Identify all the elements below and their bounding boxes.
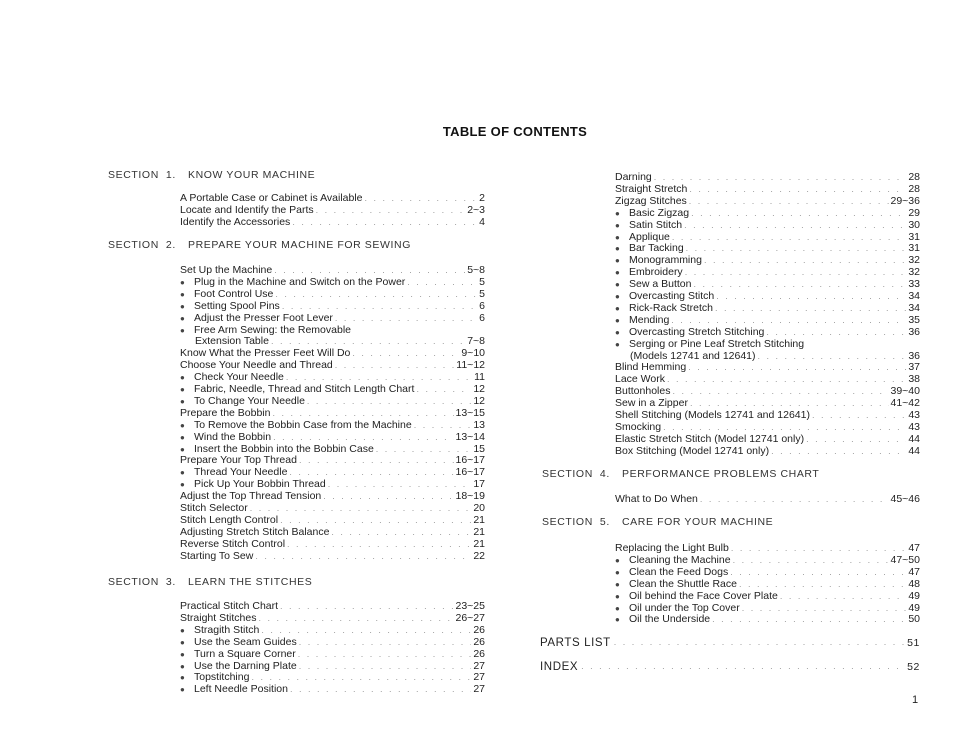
toc-entry-label: Straight Stitches xyxy=(180,611,257,624)
toc-entry-label: Adjusting Stretch Stitch Balance xyxy=(180,525,330,538)
toc-entry-page: 12 xyxy=(473,394,485,407)
leader-dots xyxy=(758,350,907,362)
toc-entry-label: Use the Darning Plate xyxy=(194,659,297,672)
toc-entry-page: 26 xyxy=(473,635,485,648)
toc-entry-page: 13 xyxy=(473,418,485,431)
toc-entry-page: 5 xyxy=(479,287,485,300)
toc-entry[interactable] xyxy=(180,454,485,466)
toc-entry-label: Oil the Underside xyxy=(629,613,711,626)
section-number: SECTION 3. xyxy=(108,576,176,588)
toc-entry[interactable] xyxy=(180,490,485,502)
bullet-icon: ● xyxy=(180,625,185,635)
bullet-icon: ● xyxy=(180,649,185,659)
leader-dots xyxy=(331,526,471,538)
toc-major-entry-page: 52 xyxy=(907,661,920,673)
leader-dots xyxy=(316,204,466,216)
toc-entry-label: Fabric, Needle, Thread and Stitch Length Chart xyxy=(194,383,415,395)
leader-dots xyxy=(731,542,906,554)
toc-entry[interactable] xyxy=(630,350,920,362)
toc-entry-label: Free Arm Sewing: the Removable xyxy=(194,323,351,336)
leader-dots xyxy=(806,433,906,445)
toc-entry-label: Oil under the Top Cover xyxy=(629,601,740,614)
toc-entry-page: 33 xyxy=(908,278,920,291)
bullet-icon: ● xyxy=(615,220,620,230)
leader-dots xyxy=(663,421,906,433)
toc-entry-page: 49 xyxy=(908,589,920,602)
leader-dots xyxy=(280,514,471,526)
toc-entry-label: Identify the Accessories xyxy=(180,216,291,228)
toc-entry[interactable] xyxy=(615,361,920,373)
toc-entry-page: 26~27 xyxy=(455,611,485,624)
toc-major-entry[interactable] xyxy=(540,637,920,649)
toc-entry[interactable] xyxy=(180,538,485,550)
bullet-icon: ● xyxy=(180,325,185,335)
toc-entry-page: 30 xyxy=(908,218,920,231)
toc-entry-label: Plug in the Machine and Switch on the Power xyxy=(194,275,406,288)
toc-entry-page: 31 xyxy=(908,230,920,243)
toc-entry-label: Check Your Needle xyxy=(194,371,284,384)
bullet-icon: ● xyxy=(615,315,620,325)
toc-entry[interactable] xyxy=(615,171,920,183)
bullet-icon: ● xyxy=(615,256,620,266)
toc-entry-label: A Portable Case or Cabinet is Available xyxy=(180,192,363,204)
toc-entry-label: Shell Stitching (Models 12741 and 12641) xyxy=(615,409,810,421)
toc-major-entry[interactable] xyxy=(540,661,920,673)
bullet-icon: ● xyxy=(615,603,620,613)
leader-dots xyxy=(365,192,478,204)
toc-entry-page: 34 xyxy=(908,290,920,302)
toc-entry-label: Adjust the Top Thread Tension xyxy=(180,490,322,503)
toc-entry-page: 27 xyxy=(473,671,485,684)
bullet-icon: ● xyxy=(180,373,185,383)
toc-entry-page: 26 xyxy=(473,647,485,660)
toc-entry[interactable] xyxy=(180,550,485,562)
toc-entry[interactable] xyxy=(180,347,485,359)
toc-entry-page: 5 xyxy=(479,275,485,288)
bullet-icon: ● xyxy=(615,555,620,565)
toc-entry[interactable] xyxy=(615,613,920,626)
bullet-icon: ● xyxy=(615,579,620,589)
bullet-icon: ● xyxy=(180,385,185,394)
toc-entry-label: Buttonholes xyxy=(615,385,671,398)
toc-major-entry-label: INDEX xyxy=(540,661,579,673)
leader-dots xyxy=(654,171,907,183)
toc-entry[interactable] xyxy=(615,421,920,433)
toc-entry-label: Choose Your Needle and Thread xyxy=(180,359,333,372)
toc-entry-label: Left Needle Position xyxy=(194,683,288,696)
leader-dots xyxy=(667,373,906,385)
toc-entry-label: To Remove the Bobbin Case from the Machine xyxy=(194,418,412,431)
bullet-icon: ● xyxy=(180,685,185,695)
toc-entry[interactable] xyxy=(615,433,920,445)
toc-entry-page: 27 xyxy=(473,659,485,672)
toc-entry[interactable] xyxy=(615,397,920,409)
toc-entry-page: 37 xyxy=(908,361,920,374)
toc-entry-label: Set Up the Machine xyxy=(180,264,273,276)
bullet-icon: ● xyxy=(615,567,620,577)
toc-entry-label: Starting To Sew xyxy=(180,549,254,562)
leader-dots xyxy=(250,502,472,514)
toc-entry-label: Monogramming xyxy=(629,254,702,267)
toc-entry-page: 9~10 xyxy=(461,347,485,360)
toc-entry[interactable] xyxy=(180,514,485,526)
toc-entry-page: 32 xyxy=(908,266,920,279)
toc-entry-page: 11~12 xyxy=(456,359,485,372)
leader-dots xyxy=(299,454,454,466)
toc-entry-label: Sew in a Zipper xyxy=(615,397,688,410)
toc-entry-page: 5~8 xyxy=(467,264,485,276)
toc-entry[interactable] xyxy=(180,407,485,419)
toc-entry-label: Overcasting Stitch xyxy=(629,290,715,302)
toc-entry-label: (Models 12741 and 12641) xyxy=(630,349,756,362)
section-title: LEARN THE STITCHES xyxy=(188,576,313,588)
leader-dots xyxy=(688,361,906,373)
toc-entry[interactable] xyxy=(615,493,920,505)
leader-dots xyxy=(271,335,465,347)
leader-dots xyxy=(255,550,471,562)
bullet-icon: ● xyxy=(615,615,620,625)
toc-entry-label: Insert the Bobbin into the Bobbin Case xyxy=(194,442,374,455)
toc-entry-label: Practical Stitch Chart xyxy=(180,600,279,612)
section-number: SECTION 5. xyxy=(542,516,610,528)
bullet-icon: ● xyxy=(180,673,185,683)
toc-entry-page: 6 xyxy=(479,311,485,324)
toc-entry[interactable] xyxy=(615,195,920,207)
toc-entry[interactable] xyxy=(180,204,485,216)
toc-entry-page: 27 xyxy=(473,683,485,696)
toc-entry[interactable] xyxy=(180,502,485,514)
toc-entry-page: 35 xyxy=(908,313,920,326)
section-heading xyxy=(108,169,315,181)
toc-entry-label: Zigzag Stitches xyxy=(615,194,687,207)
toc-entry-page: 47~50 xyxy=(890,553,920,566)
bullet-icon: ● xyxy=(180,432,185,442)
bullet-icon: ● xyxy=(615,268,620,278)
toc-entry-label: Oil behind the Face Cover Plate xyxy=(629,589,778,602)
toc-entry-page: 2 xyxy=(479,192,485,204)
toc-entry-label: Bar Tacking xyxy=(629,242,684,255)
toc-entry-label: Prepare Your Top Thread xyxy=(180,454,297,467)
toc-entry-label: Lace Work xyxy=(615,373,665,386)
toc-entry-page: 11 xyxy=(474,371,485,384)
toc-entry-label: Satin Stitch xyxy=(629,218,683,231)
toc-entry-label: Replacing the Light Bulb xyxy=(615,542,729,554)
toc-entry-label: Basic Zigzag xyxy=(629,206,690,219)
toc-entry-page: 18~19 xyxy=(455,490,485,503)
toc-entry-page: 36 xyxy=(908,325,920,338)
toc-entry-label: Rick-Rack Stretch xyxy=(629,301,714,314)
toc-entry[interactable] xyxy=(615,445,920,457)
bullet-icon: ● xyxy=(180,637,185,647)
bullet-icon: ● xyxy=(180,444,185,454)
toc-entry-label: Know What the Presser Feet Will Do xyxy=(180,347,351,360)
leader-dots xyxy=(280,600,453,612)
toc-entry-page: 4 xyxy=(479,216,485,228)
leader-dots xyxy=(690,397,889,409)
bullet-icon: ● xyxy=(180,313,185,323)
toc-entry[interactable] xyxy=(615,409,920,421)
leader-dots xyxy=(272,407,453,419)
toc-entry[interactable] xyxy=(180,264,485,276)
toc-entry-label: Serging or Pine Leaf Stretch Stitching xyxy=(629,337,805,350)
leader-dots xyxy=(712,613,906,626)
toc-entry-page: 34 xyxy=(908,301,920,314)
bullet-icon: ● xyxy=(180,289,185,299)
toc-entry-label: Overcasting Stretch Stitching xyxy=(629,325,765,338)
toc-entry-label: Thread Your Needle xyxy=(194,466,288,479)
toc-entry[interactable] xyxy=(180,612,485,624)
toc-entry-page: 38 xyxy=(908,373,920,386)
toc-entry-label: Pick Up Your Bobbin Thread xyxy=(194,478,326,491)
toc-entry-page: 28 xyxy=(908,171,920,183)
toc-entry-page: 43 xyxy=(908,420,920,433)
toc-entry-page: 20 xyxy=(473,502,485,514)
toc-entry-label: Locate and Identify the Parts xyxy=(180,204,314,216)
toc-entry-label: Reverse Stitch Control xyxy=(180,537,286,550)
bullet-icon: ● xyxy=(615,232,620,242)
toc-major-entry-page: 51 xyxy=(907,637,920,649)
section-title: PREPARE YOUR MACHINE FOR SEWING xyxy=(188,239,411,251)
leader-dots xyxy=(672,385,888,397)
toc-entry-page: 21 xyxy=(473,525,485,538)
toc-entry[interactable] xyxy=(180,600,485,612)
leader-dots xyxy=(700,493,889,505)
toc-entry-label: Stitch Selector xyxy=(180,502,248,514)
toc-entry-page: 39~40 xyxy=(890,385,920,398)
toc-entry[interactable] xyxy=(180,359,485,371)
toc-entry-label: Box Stitching (Model 12741 only) xyxy=(615,444,770,457)
toc-entry-page: 47 xyxy=(908,565,920,578)
toc-entry-page: 28 xyxy=(908,182,920,195)
leader-dots xyxy=(274,264,465,276)
toc-entry-label: Clean the Feed Dogs xyxy=(629,565,729,578)
leader-dots xyxy=(292,216,477,228)
toc-entry-label: Clean the Shuttle Race xyxy=(629,577,737,590)
toc-entry-page: 23~25 xyxy=(455,600,485,612)
toc-entry-page: 16~17 xyxy=(455,454,485,467)
toc-entry-page: 21 xyxy=(473,537,485,550)
toc-entry-page: 48 xyxy=(908,577,920,590)
bullet-icon: ● xyxy=(615,327,620,337)
toc-entry-page: 13~14 xyxy=(455,430,485,443)
leader-dots xyxy=(812,409,906,421)
toc-entry-page: 15 xyxy=(473,442,485,455)
bullet-icon: ● xyxy=(615,208,620,218)
toc-entry-page: 7~8 xyxy=(467,335,485,348)
toc-entry-page: 43 xyxy=(908,409,920,421)
leader-dots xyxy=(614,637,904,649)
toc-entry-page: 6 xyxy=(479,299,485,312)
toc-entry-label: Smocking xyxy=(615,420,662,433)
toc-entry-label: Stitch Length Control xyxy=(180,513,279,526)
toc-entry-label: Extension Table xyxy=(195,335,269,348)
section-number: SECTION 2. xyxy=(108,239,176,251)
section-title: CARE FOR YOUR MACHINE xyxy=(622,516,774,528)
toc-entry[interactable] xyxy=(615,373,920,385)
toc-entry-page: 2~3 xyxy=(467,204,485,216)
leader-dots xyxy=(323,490,453,502)
leader-dots xyxy=(258,612,453,624)
section-heading xyxy=(542,516,773,528)
leader-dots xyxy=(335,359,455,371)
toc-entry-page: 26 xyxy=(473,623,485,636)
toc-entry-label: Elastic Stretch Stitch (Model 12741 only) xyxy=(615,432,805,445)
toc-entry-label: Cleaning the Machine xyxy=(629,553,731,566)
toc-entry-label: Stragith Stitch xyxy=(194,623,260,636)
bullet-icon: ● xyxy=(180,396,185,406)
toc-entry[interactable] xyxy=(180,683,485,696)
toc-entry-page: 29~36 xyxy=(890,194,920,207)
toc-entry-page: 22 xyxy=(473,549,485,562)
section-heading xyxy=(108,239,411,251)
toc-entry-page: 44 xyxy=(908,432,920,445)
toc-entry-label: Straight Stretch xyxy=(615,182,688,195)
toc-entry-page: 13~15 xyxy=(455,406,485,419)
toc-entry-label: What to Do When xyxy=(615,493,698,505)
bullet-icon: ● xyxy=(180,468,185,478)
section-heading xyxy=(108,576,312,588)
leader-dots xyxy=(771,445,906,457)
toc-entry-page: 17 xyxy=(473,478,485,491)
toc-entry-page: 50 xyxy=(908,613,920,626)
toc-entry-page: 31 xyxy=(908,242,920,255)
toc-entry-label: Turn a Square Corner xyxy=(194,647,296,660)
toc-entry-page: 32 xyxy=(908,254,920,267)
bullet-icon: ● xyxy=(180,661,185,671)
toc-entry-label: Embroidery xyxy=(629,266,683,279)
toc-entry-page: 47 xyxy=(908,542,920,554)
toc-entry-page: 36 xyxy=(908,349,920,362)
toc-entry-page: 44 xyxy=(908,444,920,457)
page-title: TABLE OF CONTENTS xyxy=(442,124,588,139)
toc-entry-label: Prepare the Bobbin xyxy=(180,406,271,419)
toc-entry-label: Topstitching xyxy=(194,671,250,684)
toc-entry-label: Applique xyxy=(629,230,670,243)
toc-entry-label: Darning xyxy=(615,171,652,183)
toc-entry[interactable] xyxy=(180,192,485,204)
section-title: KNOW YOUR MACHINE xyxy=(188,169,316,181)
bullet-icon: ● xyxy=(180,480,185,490)
toc-entry-label: Blind Hemming xyxy=(615,361,687,374)
section-number: SECTION 4. xyxy=(542,468,610,480)
toc-entry-page: 49 xyxy=(908,601,920,614)
toc-entry-label: Adjust the Presser Foot Lever xyxy=(194,311,333,324)
toc-entry-page: 16~17 xyxy=(455,466,485,479)
toc-entry[interactable] xyxy=(180,216,485,228)
bullet-icon: ● xyxy=(180,301,185,311)
toc-entry-label: Wind the Bobbin xyxy=(194,430,272,443)
bullet-icon: ● xyxy=(615,591,620,601)
toc-entry-page: 45~46 xyxy=(890,493,920,505)
bullet-icon: ● xyxy=(180,277,185,287)
toc-entry[interactable] xyxy=(180,526,485,538)
toc-entry-label: Setting Spool Pins xyxy=(194,299,280,312)
leader-dots xyxy=(581,661,904,673)
leader-dots xyxy=(287,538,471,550)
toc-entry-page: 29 xyxy=(908,206,920,219)
bullet-icon: ● xyxy=(615,244,620,254)
toc-entry[interactable] xyxy=(195,335,485,347)
toc-entry-label: Mending xyxy=(629,313,670,326)
bullet-icon: ● xyxy=(180,420,185,430)
toc-entry-page: 41~42 xyxy=(890,397,920,410)
leader-dots xyxy=(352,347,459,359)
bullet-icon: ● xyxy=(615,339,620,349)
toc-entry[interactable] xyxy=(615,542,920,554)
section-heading xyxy=(542,468,819,480)
toc-entry-label: Use the Seam Guides xyxy=(194,635,297,648)
bullet-icon: ● xyxy=(615,292,620,301)
toc-entry[interactable] xyxy=(615,183,920,195)
bullet-icon: ● xyxy=(615,303,620,313)
section-title: PERFORMANCE PROBLEMS CHART xyxy=(622,468,820,480)
toc-entry[interactable] xyxy=(615,385,920,397)
toc-entry-label: Sew a Button xyxy=(629,278,692,291)
toc-entry-label: Foot Control Use xyxy=(194,287,274,300)
leader-dots xyxy=(290,683,471,696)
page-number: 1 xyxy=(912,694,919,706)
toc-entry-label: To Change Your Needle xyxy=(194,394,305,407)
toc-entry-page: 21 xyxy=(473,513,485,526)
leader-dots xyxy=(689,195,889,207)
toc-entry-page: 12 xyxy=(473,383,485,395)
section-number: SECTION 1. xyxy=(108,169,176,181)
leader-dots xyxy=(689,183,906,195)
bullet-icon: ● xyxy=(615,280,620,290)
toc-major-entry-label: PARTS LIST xyxy=(540,637,611,649)
